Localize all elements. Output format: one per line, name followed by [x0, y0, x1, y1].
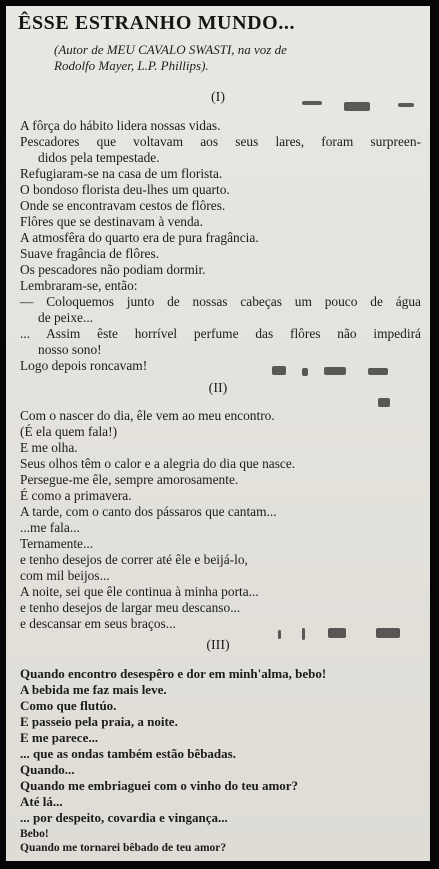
print-smudge: [378, 398, 390, 407]
print-smudge: [302, 368, 308, 376]
print-smudge: [398, 103, 414, 107]
poem-line: ...me fala...: [20, 520, 80, 535]
poem-line: Persegue-me êle, sempre amorosamente.: [20, 472, 239, 487]
poem-line: A noite, sei que êle continua à minha porta...: [20, 584, 259, 599]
poem-line: Logo depois roncavam!: [20, 358, 148, 373]
print-smudge: [302, 628, 305, 640]
print-smudge: [324, 367, 346, 375]
poem-line: ... por despeito, covardia e vingança...: [20, 810, 228, 825]
subtitle-line: Rodolfo Mayer, L.P. Phillips).: [54, 58, 209, 73]
section-heading-2: (II): [208, 381, 228, 396]
poem-line: e tenho desejos de largar meu descanso...: [20, 600, 241, 615]
poem-line: A atmosfêra do quarto era de pura fragância.: [20, 230, 259, 245]
article-subtitle: [54, 42, 424, 74]
poem-line: E me parece...: [20, 730, 99, 745]
poem-line: Quando...: [20, 762, 75, 777]
poem-line: (É ela quem fala!): [20, 424, 118, 439]
poem-line: Até lá...: [20, 794, 63, 809]
poem-line: ... que as ondas também estão bêbadas.: [20, 746, 236, 761]
poem-line: O bondoso florista deu-lhes um quarto.: [20, 182, 230, 197]
poem-line: A bebida me faz mais leve.: [20, 682, 167, 697]
poem-line: — Coloquemos junto de nossas cabeças um pouco de água: [20, 294, 421, 309]
poem-line: Quando encontro desespêro e dor em minh'alma, bebo!: [20, 666, 327, 681]
poem-line: Ternamente...: [20, 536, 94, 551]
poem-line: A fôrça do hábito lidera nossas vidas.: [20, 118, 221, 133]
poem-line: Quando me tornarei bêbado de teu amor?: [20, 842, 227, 854]
print-smudge: [376, 628, 400, 638]
poem-line: e descansar em seus braços...: [20, 616, 176, 631]
poem-line: Com o nascer do dia, êle vem ao meu encontro.: [20, 408, 275, 423]
poem-line: Seus olhos têm o calor e a alegria do dia que nasce.: [20, 456, 296, 471]
print-smudge: [272, 366, 286, 375]
poem-line: e tenho desejos de correr até êle e beijá-lo,: [20, 552, 248, 567]
poem-line: Onde se encontravam cestos de flôres.: [20, 198, 226, 213]
poem-line: E passeio pela praia, a noite.: [20, 714, 178, 729]
subtitle-line: (Autor de MEU CAVALO SWASTI, na voz de: [54, 42, 287, 57]
poem-line: Pescadores que voltavam aos seus lares, foram surpreen-: [20, 134, 421, 149]
print-smudge: [278, 630, 281, 639]
poem-line: Lembraram-se, então:: [20, 278, 138, 293]
poem-line: nosso sono!: [38, 342, 102, 357]
poem-line: didos pela tempestade.: [38, 150, 160, 165]
section-heading-1: (I): [211, 90, 225, 105]
poem-line: Bebo!: [20, 828, 49, 840]
poem-line: Refugiaram-se na casa de um florista.: [20, 166, 223, 181]
poem-line: A tarde, com o canto dos pássaros que cantam...: [20, 504, 277, 519]
poem-line: com mil beijos...: [20, 568, 110, 583]
print-smudge: [344, 102, 370, 111]
poem-line: de peixe...: [38, 310, 94, 325]
poem-line: E me olha.: [20, 440, 78, 455]
poem-line: Flôres que se destinavam à venda.: [20, 214, 203, 229]
print-smudge: [368, 368, 388, 375]
print-smudge: [302, 101, 322, 105]
poem-line: Os pescadores não podiam dormir.: [20, 262, 206, 277]
poem-line: Suave fragância de flôres.: [20, 246, 160, 261]
newspaper-clipping: [6, 6, 430, 861]
print-smudge: [328, 628, 346, 638]
article-title: ÊSSE ESTRANHO MUNDO...: [18, 12, 296, 34]
poem-line: Quando me embriaguei com o vinho do teu amor?: [20, 778, 299, 793]
poem-line: ... Assim êste horrível perfume das flôres não impedirá: [20, 326, 421, 341]
poem-line: Como que flutúo.: [20, 698, 117, 713]
poem-line: É como a primavera.: [20, 488, 132, 503]
section-heading-3: (III): [206, 638, 230, 653]
